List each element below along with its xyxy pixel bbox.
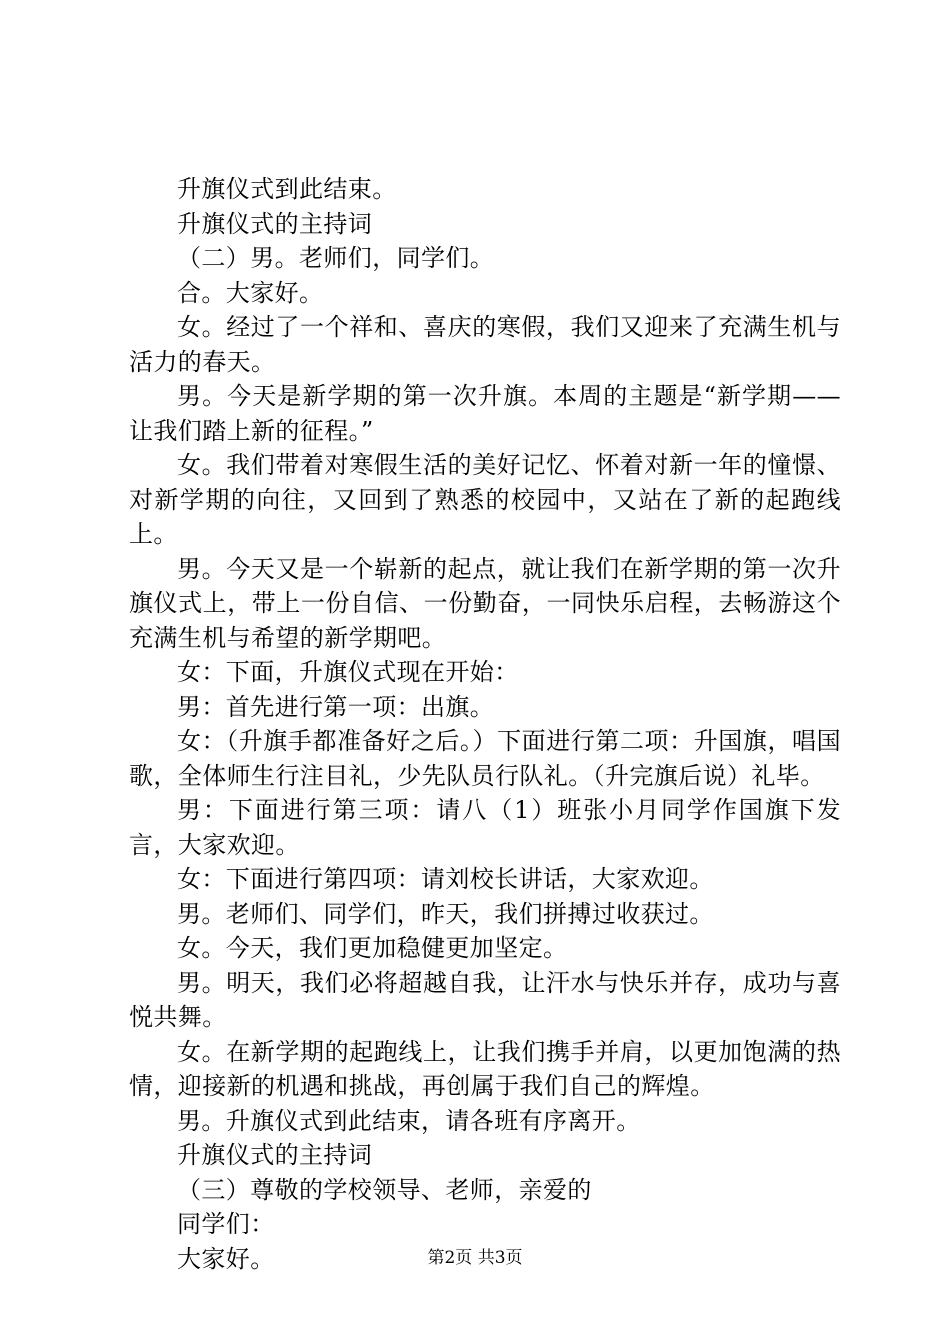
paragraph: 男。今天是新学期的第一次升旗。本周的主题是“新学期——让我们踏上新的征程。” <box>129 382 841 445</box>
document-body <box>129 172 841 1276</box>
paragraph: 同学们： <box>177 1210 275 1238</box>
paragraph: 女。经过了一个祥和、喜庆的寒假，我们又迎来了充满生机与活力的春天。 <box>129 313 841 376</box>
paragraph: 大家好。 <box>177 1244 275 1273</box>
paragraph: 男。今天又是一个崭新的起点，就让我们在新学期的第一次升旗仪式上，带上一份自信、一份勤奋，一同快乐启程，去畅游这个充满生机与希望的新学期吧。 <box>129 554 841 652</box>
paragraph: 合。大家好。 <box>177 278 324 307</box>
paragraph: （三）尊敬的学校领导、老师，亲爱的 <box>177 1175 592 1204</box>
paragraph: 女：（升旗手都准备好之后。）下面进行第二项：升国旗，唱国歌，全体师生行注目礼，少先队员行队礼。（升完旗后说）礼毕。 <box>129 727 841 790</box>
paragraph: 升旗仪式到此结束。 <box>177 175 397 203</box>
paragraph: 升旗仪式的主持词 <box>177 209 373 238</box>
paragraph: 升旗仪式的主持词 <box>177 1141 373 1169</box>
paragraph: 男：下面进行第三项：请八（1）班张小月同学作国旗下发言，大家欢迎。 <box>129 796 841 859</box>
paragraph: （二）男。老师们，同学们。 <box>177 244 495 272</box>
page-number: 第2页 共3页 <box>427 1248 523 1268</box>
paragraph: 男。老师们、同学们，昨天，我们拼搏过收获过。 <box>177 899 714 928</box>
paragraph: 男：首先进行第一项：出旗。 <box>177 692 495 721</box>
paragraph: 女。在新学期的起跑线上，让我们携手并肩，以更加饱满的热情，迎接新的机遇和挑战，再创属于我们自己的辉煌。 <box>129 1037 841 1100</box>
paragraph: 女：下面，升旗仪式现在开始： <box>177 658 519 686</box>
paragraph: 男。明天，我们必将超越自我，让汗水与快乐并存，成功与喜悦共舞。 <box>129 968 841 1031</box>
paragraph: 女：下面进行第四项：请刘校长讲话，大家欢迎。 <box>177 865 714 893</box>
paragraph: 女。我们带着对寒假生活的美好记忆、怀着对新一年的憧憬、对新学期的向往，又回到了熟悉的校园中，又站在了新的起跑线上。 <box>129 451 841 548</box>
paragraph: 女。今天，我们更加稳健更加坚定。 <box>177 934 568 962</box>
paragraph: 男。升旗仪式到此结束，请各班有序离开。 <box>177 1106 641 1135</box>
